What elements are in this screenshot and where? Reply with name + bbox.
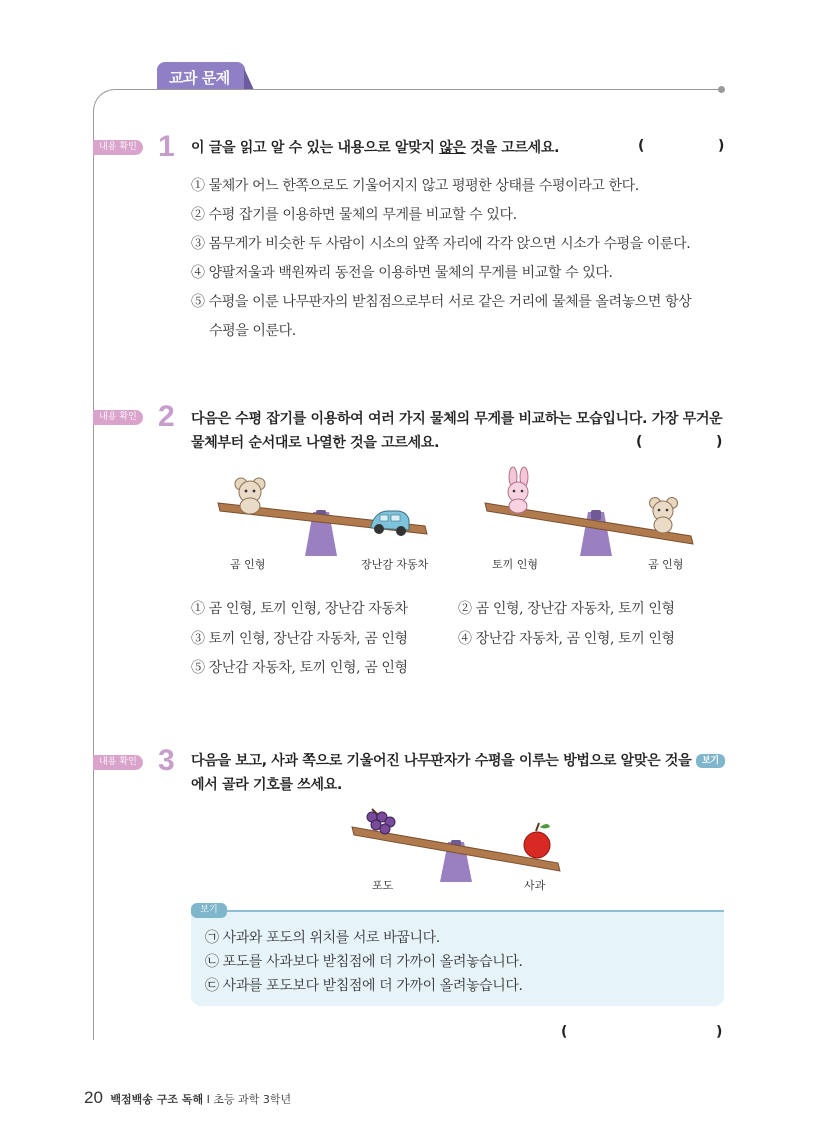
page-footer (84, 1088, 291, 1108)
page-number: 20 (84, 1088, 103, 1107)
bear-doll-icon (650, 498, 678, 534)
q1-badge: 내용 확인 (93, 140, 143, 155)
seesaw-figure-2 (483, 465, 703, 560)
bogi-item-1: ㉠ 사과와 포도의 위치를 서로 바꿉니다. (205, 930, 440, 946)
q1-answer-open: ( (638, 138, 645, 154)
rabbit-doll-icon (508, 467, 528, 513)
book-title: 백점백송 구조 독해 (110, 1093, 204, 1106)
fig1-left-label: 곰 인형 (230, 558, 266, 571)
fig1-right-label: 장난감 자동차 (361, 558, 429, 571)
q3-line-1-text: 다음을 보고, 사과 쪽으로 기울어진 나무판자가 수평을 이루는 방법으로 알맞은 것을 (191, 753, 692, 769)
q2-line-1: 다음은 수평 잡기를 이용하여 여러 가지 물체의 무게를 비교하는 모습입니다. 가장 무거운 (191, 411, 723, 427)
seesaw-support-icon (580, 510, 612, 556)
bogi-tag: 보기 (191, 903, 227, 918)
q3-number: 3 (158, 744, 175, 777)
q2-option-5[interactable]: ⑤ 장난감 자동차, 토끼 인형, 곰 인형 (191, 660, 408, 676)
q1-text-after: 것을 고르세요. (465, 140, 560, 156)
q1-option-2[interactable]: ② 수평 잡기를 이용하면 물체의 무게를 비교할 수 있다. (191, 207, 517, 223)
fig2-left-label: 토끼 인형 (492, 558, 539, 571)
q2-badge: 내용 확인 (93, 410, 143, 425)
q1-option-4[interactable]: ④ 양팔저울과 백원짜리 동전을 이용하면 물체의 무게를 비교할 수 있다. (191, 265, 613, 281)
subject-label: 초등 과학 3학년 (213, 1093, 292, 1106)
q2-answer-open: ( (636, 434, 643, 450)
seesaw-figure-3 (350, 805, 565, 885)
frame-top-line (93, 89, 723, 129)
q1-text-emph: 않은 (439, 140, 466, 156)
q1-answer-close: ) (718, 138, 725, 154)
q2-option-4[interactable]: ④ 장난감 자동차, 곰 인형, 토끼 인형 (458, 631, 675, 647)
q3-badge: 내용 확인 (93, 755, 143, 770)
q2-number: 2 (158, 400, 175, 433)
q1-text-before: 이 글을 읽고 알 수 있는 내용으로 알맞지 (191, 140, 440, 156)
frame-left-line (93, 128, 94, 1040)
bogi-item-3: ㉢ 사과를 포도보다 받침점에 더 가까이 올려놓습니다. (205, 978, 523, 994)
q2-option-2[interactable]: ② 곰 인형, 장난감 자동차, 토끼 인형 (458, 601, 675, 617)
footer-separator: I (206, 1093, 210, 1106)
q2-option-3[interactable]: ③ 토끼 인형, 장난감 자동차, 곰 인형 (191, 631, 408, 647)
q1-option-1[interactable]: ① 물체가 어느 한쪽으로도 기울어지지 않고 평평한 상태를 수평이라고 한다. (191, 178, 639, 194)
seesaw-figure-1 (215, 470, 435, 560)
q3-answer-close: ) (716, 1024, 723, 1040)
q1-question (191, 136, 559, 160)
q3-line-1 (191, 749, 725, 773)
q2-option-1[interactable]: ① 곰 인형, 토끼 인형, 장난감 자동차 (191, 601, 408, 617)
toy-car-icon (371, 511, 409, 536)
q3-answer-open: ( (561, 1024, 568, 1040)
q3-line-2: 에서 골라 기호를 쓰세요. (191, 777, 342, 793)
q1-option-3[interactable]: ③ 몸무게가 비슷한 두 사람이 시소의 앞쪽 자리에 각각 앉으면 시소가 수평을 이룬다. (191, 236, 691, 252)
section-tab: 교과 문제 (157, 62, 245, 90)
bogi-item-2: ㉡ 포도를 사과보다 받침점에 더 가까이 올려놓습니다. (205, 954, 523, 970)
q2-line-2: 물체부터 순서대로 나열한 것을 고르세요. (191, 435, 440, 451)
q1-option-5-cont: 수평을 이룬다. (209, 323, 296, 339)
q2-answer-close: ) (716, 434, 723, 450)
frame-dot (718, 86, 725, 93)
q1-option-5[interactable]: ⑤ 수평을 이룬 나무판자의 받침점으로부터 서로 같은 거리에 물체를 올려놓으면 항상 (191, 294, 692, 310)
fig3-left-label: 포도 (372, 879, 394, 892)
q1-number: 1 (158, 130, 175, 163)
apple-icon (524, 823, 550, 858)
fig3-right-label: 사과 (524, 879, 546, 892)
bogi-inline-tag: 보기 (696, 754, 725, 768)
fig2-right-label: 곰 인형 (648, 558, 684, 571)
